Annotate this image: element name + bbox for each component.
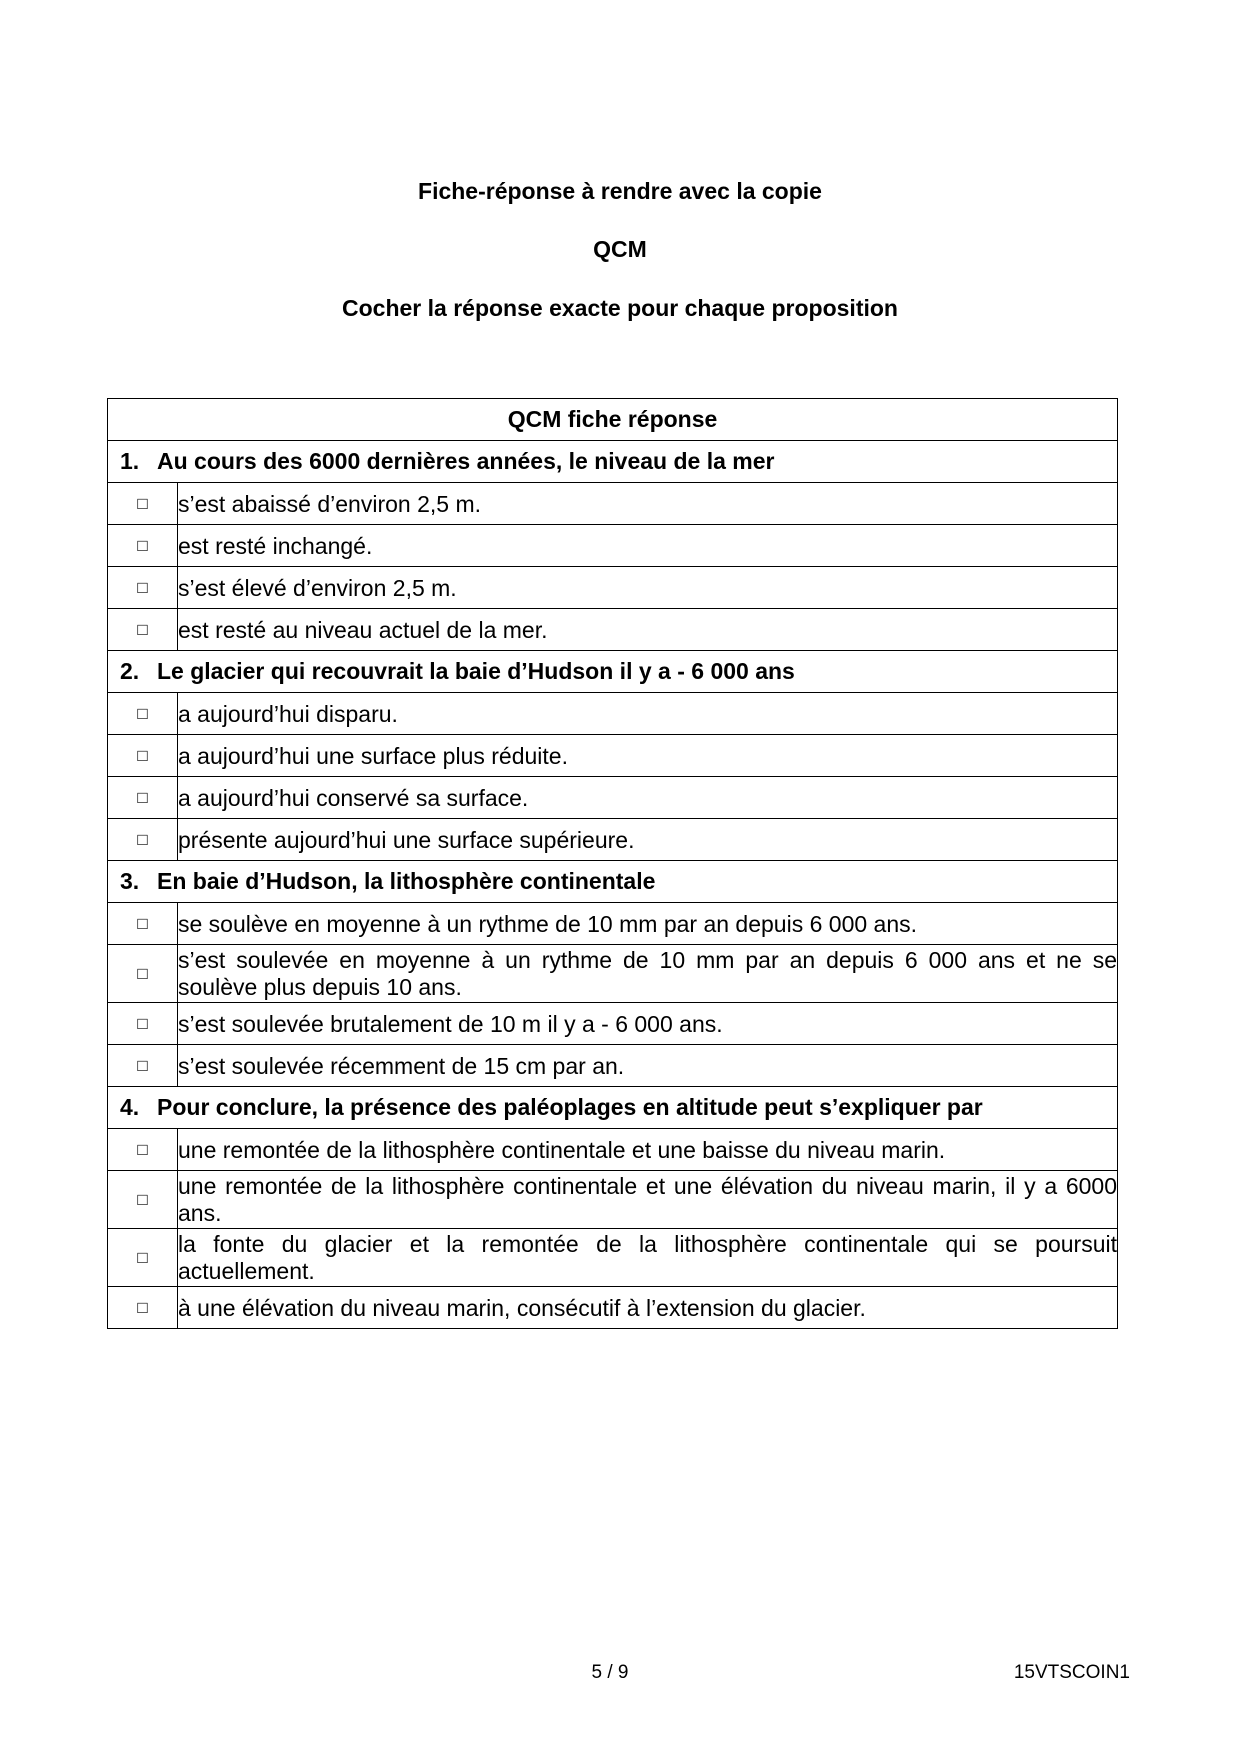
sheet-title: Fiche-réponse à rendre avec la copie <box>418 178 822 204</box>
table-title: QCM fiche réponse <box>108 399 1118 441</box>
option-row <box>108 693 1118 735</box>
option-row <box>108 945 1118 1003</box>
option-text: a aujourd’hui disparu. <box>178 693 1118 735</box>
question-number: 3. <box>120 868 140 894</box>
qcm-table <box>107 398 1118 1329</box>
answer-checkbox[interactable]: □ <box>108 777 178 819</box>
option-text: s’est abaissé d’environ 2,5 m. <box>178 483 1118 525</box>
option-row <box>108 483 1118 525</box>
question-3 <box>108 861 1118 903</box>
option-row <box>108 819 1118 861</box>
question-text: Le glacier qui recouvrait la baie d’Hudson il y a - 6 000 ans <box>157 658 795 684</box>
option-row <box>108 735 1118 777</box>
option-text: s’est élevé d’environ 2,5 m. <box>178 567 1118 609</box>
option-row <box>108 609 1118 651</box>
answer-checkbox[interactable]: □ <box>108 567 178 609</box>
question-text: Au cours des 6000 dernières années, le niveau de la mer <box>157 448 775 474</box>
option-row <box>108 567 1118 609</box>
option-text: s’est soulevée brutalement de 10 m il y a - 6 000 ans. <box>178 1003 1118 1045</box>
question-number: 4. <box>120 1094 140 1120</box>
option-row <box>108 1003 1118 1045</box>
answer-checkbox[interactable]: □ <box>108 609 178 651</box>
answer-checkbox[interactable]: □ <box>108 903 178 945</box>
question-2 <box>108 651 1118 693</box>
page-number: 5 / 9 <box>591 1662 629 1683</box>
instructions: Cocher la réponse exacte pour chaque proposition <box>342 295 898 321</box>
option-text: la fonte du glacier et la remontée de la lithosphère continentale qui se poursuit actuellement. <box>178 1229 1118 1287</box>
answer-checkbox[interactable]: □ <box>108 945 178 1003</box>
question-4 <box>108 1087 1118 1129</box>
answer-checkbox[interactable]: □ <box>108 1287 178 1329</box>
answer-checkbox[interactable]: □ <box>108 1129 178 1171</box>
answer-checkbox[interactable]: □ <box>108 819 178 861</box>
option-row <box>108 525 1118 567</box>
option-text: une remontée de la lithosphère continentale et une baisse du niveau marin. <box>178 1129 1118 1171</box>
option-text: a aujourd’hui une surface plus réduite. <box>178 735 1118 777</box>
option-row <box>108 1129 1118 1171</box>
option-text: à une élévation du niveau marin, consécutif à l’extension du glacier. <box>178 1287 1118 1329</box>
answer-checkbox[interactable]: □ <box>108 1171 178 1229</box>
question-row <box>108 1087 1118 1129</box>
option-text: est resté au niveau actuel de la mer. <box>178 609 1118 651</box>
option-text: s’est soulevée en moyenne à un rythme de 10 mm par an depuis 6 000 ans et ne se soulève plus depuis 10 ans. <box>178 945 1118 1003</box>
option-row <box>108 903 1118 945</box>
option-row <box>108 777 1118 819</box>
option-row <box>108 1287 1118 1329</box>
option-row <box>108 1171 1118 1229</box>
answer-checkbox[interactable]: □ <box>108 1003 178 1045</box>
answer-checkbox[interactable]: □ <box>108 483 178 525</box>
option-text: une remontée de la lithosphère continentale et une élévation du niveau marin, il y a 6000 ans. <box>178 1171 1118 1229</box>
option-text: s’est soulevée récemment de 15 cm par an. <box>178 1045 1118 1087</box>
document-code: 15VTSCOIN1 <box>1013 1662 1130 1683</box>
question-1 <box>108 441 1118 483</box>
question-row <box>108 441 1118 483</box>
answer-checkbox[interactable]: □ <box>108 735 178 777</box>
option-text: se soulève en moyenne à un rythme de 10 mm par an depuis 6 000 ans. <box>178 903 1118 945</box>
answer-checkbox[interactable]: □ <box>108 693 178 735</box>
answer-checkbox[interactable]: □ <box>108 525 178 567</box>
option-row <box>108 1045 1118 1087</box>
question-text: En baie d’Hudson, la lithosphère continentale <box>157 868 656 894</box>
question-row <box>108 651 1118 693</box>
question-number: 2. <box>120 658 140 684</box>
question-row <box>108 861 1118 903</box>
question-text: Pour conclure, la présence des paléoplages en altitude peut s’expliquer par <box>157 1094 983 1120</box>
option-text: est resté inchangé. <box>178 525 1118 567</box>
option-text: présente aujourd’hui une surface supérieure. <box>178 819 1118 861</box>
answer-checkbox[interactable]: □ <box>108 1229 178 1287</box>
table-title-row <box>108 399 1118 441</box>
qcm-label: QCM <box>593 236 647 262</box>
option-row <box>108 1229 1118 1287</box>
question-number: 1. <box>120 448 140 474</box>
answer-checkbox[interactable]: □ <box>108 1045 178 1087</box>
option-text: a aujourd’hui conservé sa surface. <box>178 777 1118 819</box>
